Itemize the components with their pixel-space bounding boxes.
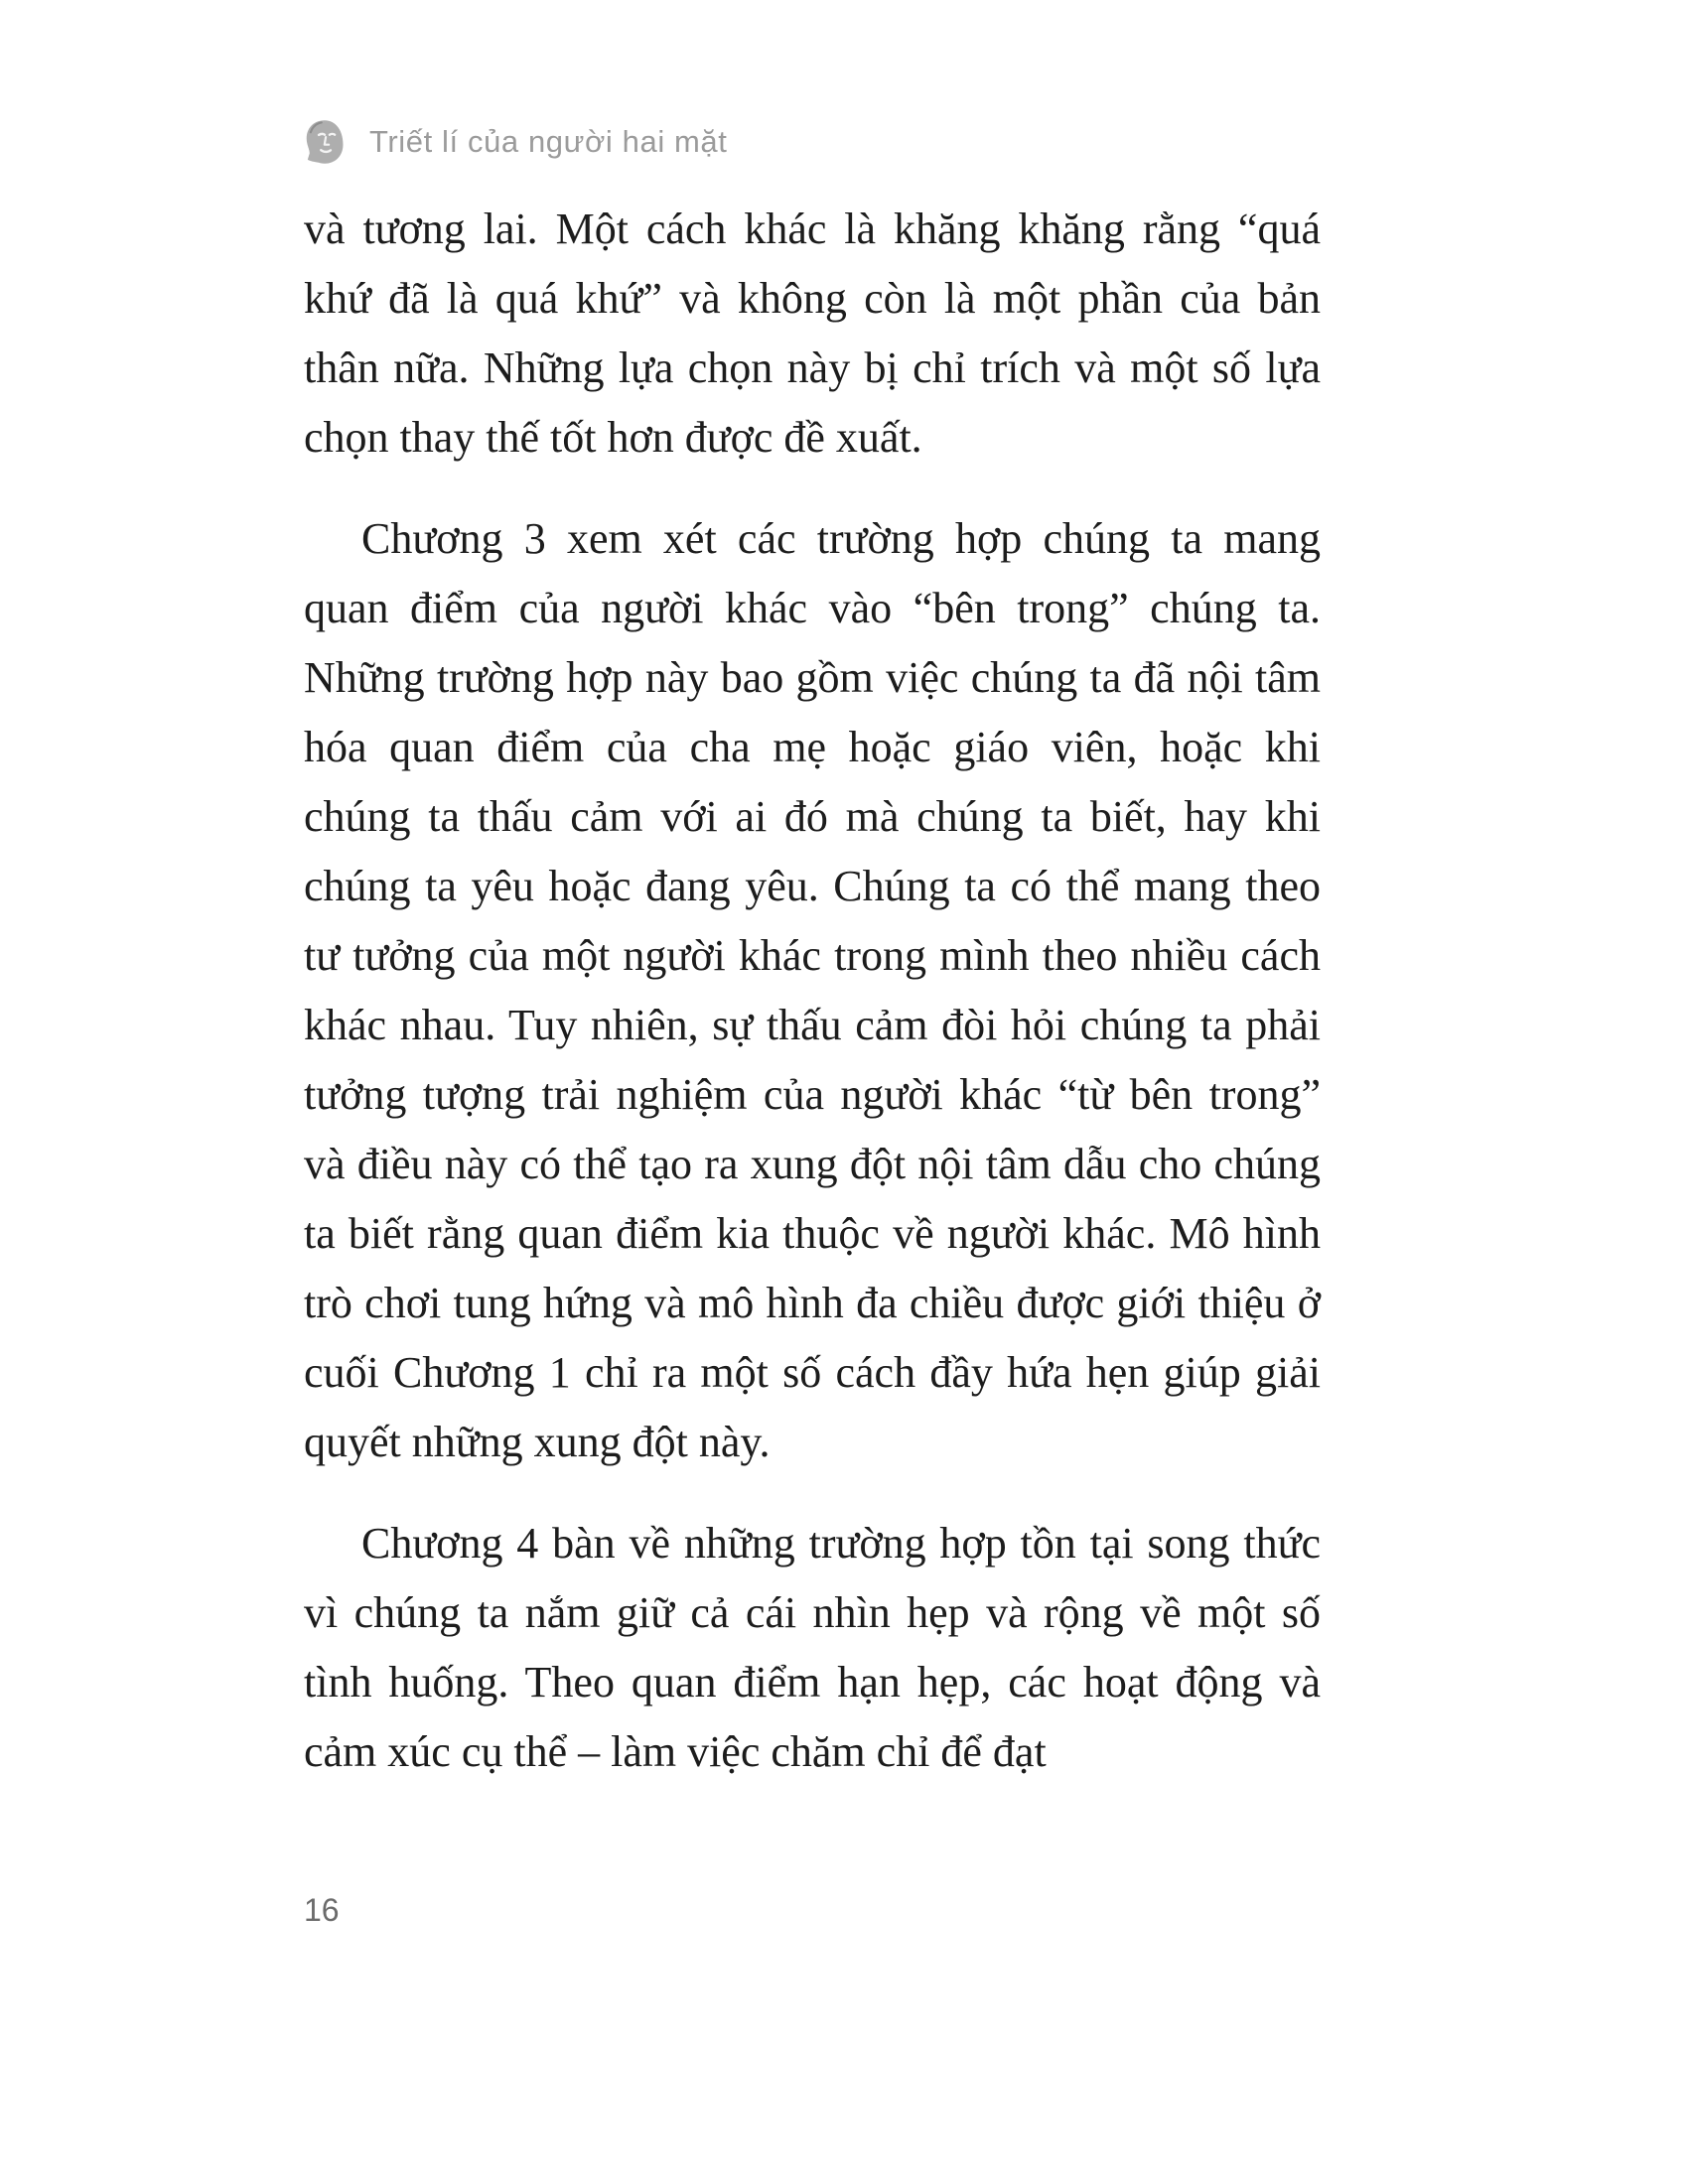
paragraph-chapter4-summary: Chương 4 bàn về những trường hợp tồn tại song thức vì chúng ta nắm giữ cả cái nhìn hẹp và rộng về một số tình huống. Theo quan điểm hạn hẹp, các hoạt động và cảm xúc cụ thể – làm việc chăm chỉ để đạt (304, 1519, 1321, 1776)
page-number: 16 (304, 1892, 340, 1928)
page-footer (304, 1892, 340, 1929)
paragraph-chapter3-summary: Chương 3 xem xét các trường hợp chúng ta mang quan điểm của người khác vào “bên trong” chúng ta. Những trường hợp này bao gồm việc chúng ta đã nội tâm hóa quan điểm của cha mẹ hoặc giáo viên, hoặc khi chúng ta thấu cảm với ai đó mà chúng ta biết, hay khi chúng ta yêu hoặc đang yêu. Chúng ta có thể mang theo tư tưởng của một người khác trong mình theo nhiều cách khác nhau. Tuy nhiên, sự thấu cảm đòi hỏi chúng ta phải tưởng tượng trải nghiệm của người khác “từ bên trong” và điều này có thể tạo ra xung đột nội tâm dẫu cho chúng ta biết rằng quan điểm kia thuộc về người khác. Mô hình trò chơi tung hứng và mô hình đa chiều được giới thiệu ở cuối Chương 1 chỉ ra một số cách đầy hứa hẹn giúp giải quyết những xung đột này. (304, 514, 1321, 1466)
page-body-text (304, 195, 1321, 1787)
running-head (300, 117, 728, 167)
paragraph-continuation: và tương lai. Một cách khác là khăng khăng rằng “quá khứ đã là quá khứ” và không còn là một phần của bản thân nữa. Những lựa chọn này bị chỉ trích và một số lựa chọn thay thế tốt hơn được đề xuất. (304, 205, 1321, 462)
running-head-title: Triết lí của người hai mặt (369, 124, 728, 159)
two-faced-head-icon (300, 117, 350, 167)
